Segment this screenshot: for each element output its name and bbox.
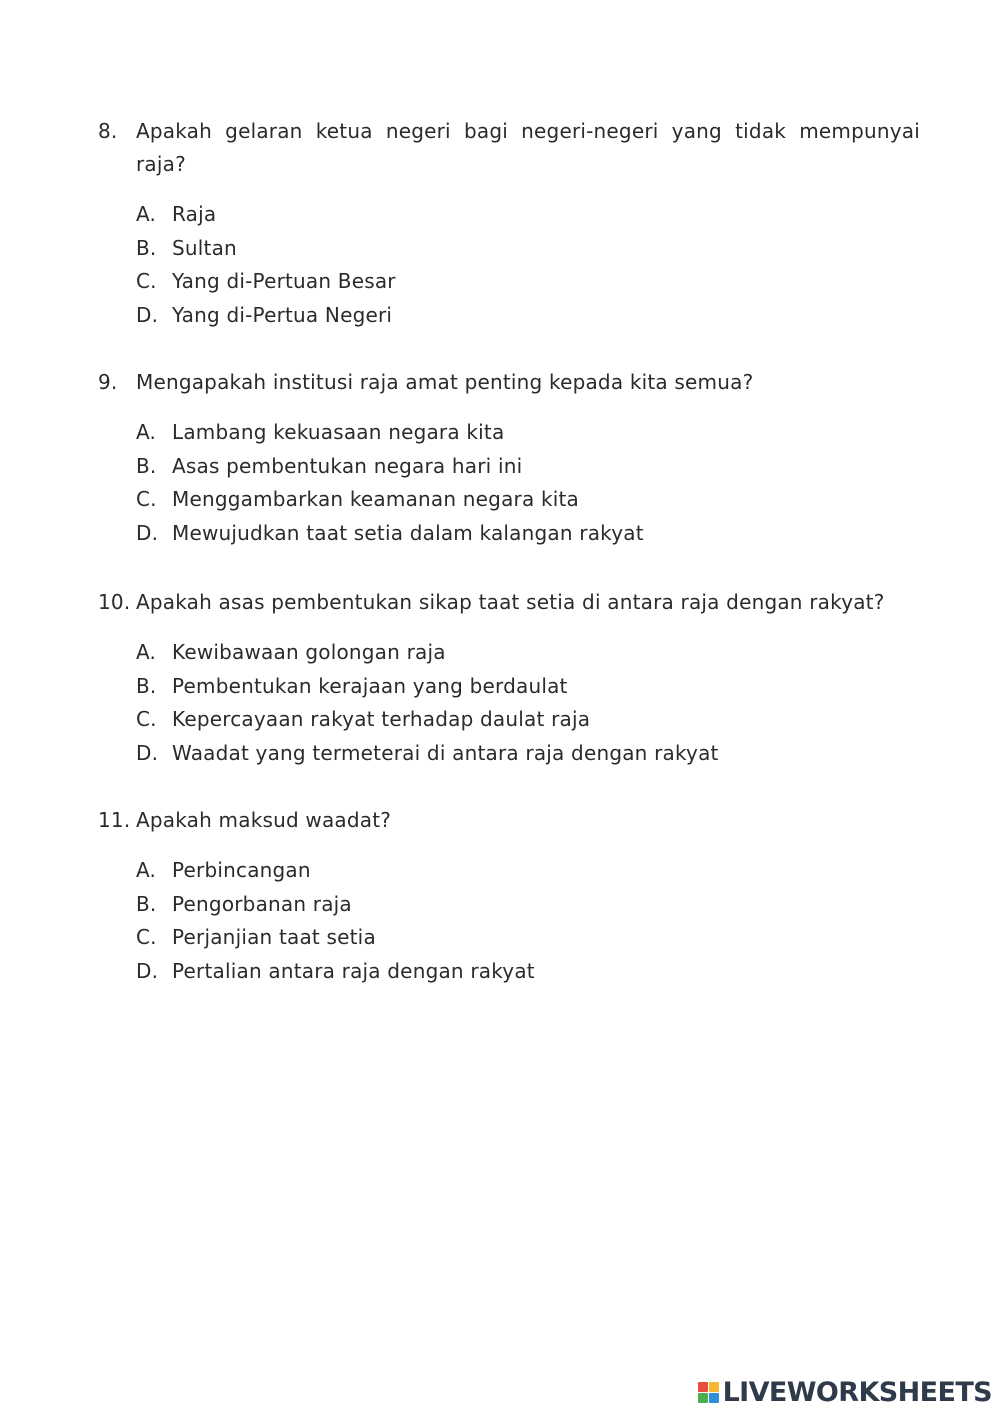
option-letter: D. — [136, 303, 159, 328]
option-letter: A. — [136, 858, 157, 882]
option-c[interactable] — [136, 921, 920, 955]
logo-text: LIVEWORKSHEETS — [722, 1376, 992, 1408]
option-d[interactable] — [136, 517, 920, 551]
option-d[interactable] — [136, 299, 920, 333]
option-list — [98, 198, 920, 333]
question-text: Apakah asas pembentukan sikap taat setia di antara raja dengan rakyat? — [136, 590, 885, 614]
option-text: Pertalian antara raja dengan rakyat — [172, 959, 535, 984]
option-list — [98, 636, 920, 771]
option-letter: C. — [136, 487, 157, 512]
option-c[interactable] — [136, 703, 920, 737]
option-text: Raja — [172, 202, 217, 226]
question-11 — [98, 804, 920, 989]
option-letter: B. — [136, 235, 157, 260]
option-text: Perjanjian taat setia — [172, 925, 376, 950]
question-text: Mengapakah institusi raja amat penting kepada kita semua? — [136, 370, 754, 394]
question-number: 10. — [98, 590, 131, 614]
question-10 — [98, 586, 920, 771]
option-a[interactable] — [136, 636, 920, 670]
option-b[interactable] — [136, 232, 920, 266]
option-letter: D. — [136, 959, 159, 984]
option-text: Mewujudkan taat setia dalam kalangan rakyat — [172, 521, 644, 546]
option-letter: A. — [136, 202, 157, 226]
option-text: Pembentukan kerajaan yang berdaulat — [172, 673, 568, 698]
option-letter: D. — [136, 741, 159, 766]
option-text: Kewibawaan golongan raja — [172, 640, 446, 664]
option-letter: C. — [136, 925, 157, 950]
option-text: Yang di-Pertua Negeri — [172, 303, 393, 328]
option-list — [98, 416, 920, 551]
option-c[interactable] — [136, 483, 920, 517]
liveworksheets-logo[interactable] — [698, 1375, 992, 1409]
option-b[interactable] — [136, 888, 920, 922]
logo-square-red — [698, 1382, 708, 1392]
option-letter: C. — [136, 707, 157, 732]
option-b[interactable] — [136, 450, 920, 484]
option-text: Perbincangan — [172, 858, 311, 882]
option-text: Lambang kekuasaan negara kita — [172, 420, 505, 444]
option-d[interactable] — [136, 955, 920, 989]
logo-square-blue — [709, 1393, 719, 1403]
option-a[interactable] — [136, 416, 920, 450]
question-text: Apakah gelaran ketua negeri bagi negeri-negeri yang tidak mempunyai raja? — [136, 119, 920, 176]
liveworksheets-logo-icon — [698, 1382, 719, 1403]
question-number: 8. — [98, 119, 118, 143]
option-d[interactable] — [136, 737, 920, 771]
option-c[interactable] — [136, 265, 920, 299]
option-letter: A. — [136, 640, 157, 664]
option-letter: D. — [136, 521, 159, 546]
option-a[interactable] — [136, 854, 920, 888]
option-text: Sultan — [172, 235, 237, 260]
logo-square-green — [698, 1393, 708, 1403]
option-letter: B. — [136, 673, 157, 698]
option-text: Pengorbanan raja — [172, 891, 352, 916]
question-number: 11. — [98, 808, 131, 832]
option-letter: A. — [136, 420, 157, 444]
option-text: Menggambarkan keamanan negara kita — [172, 487, 579, 512]
option-letter: B. — [136, 891, 157, 916]
question-number: 9. — [98, 370, 118, 394]
option-text: Yang di-Pertuan Besar — [172, 269, 396, 294]
option-b[interactable] — [136, 670, 920, 704]
question-text: Apakah maksud waadat? — [136, 808, 392, 832]
question-8 — [98, 115, 920, 333]
option-letter: B. — [136, 453, 157, 478]
logo-square-yellow — [709, 1382, 719, 1392]
option-a[interactable] — [136, 198, 920, 232]
question-9 — [98, 366, 920, 551]
option-text: Asas pembentukan negara hari ini — [172, 453, 523, 478]
option-text: Kepercayaan rakyat terhadap daulat raja — [172, 707, 591, 732]
option-text: Waadat yang termeterai di antara raja dengan rakyat — [172, 741, 719, 766]
option-letter: C. — [136, 269, 157, 294]
option-list — [98, 854, 920, 989]
